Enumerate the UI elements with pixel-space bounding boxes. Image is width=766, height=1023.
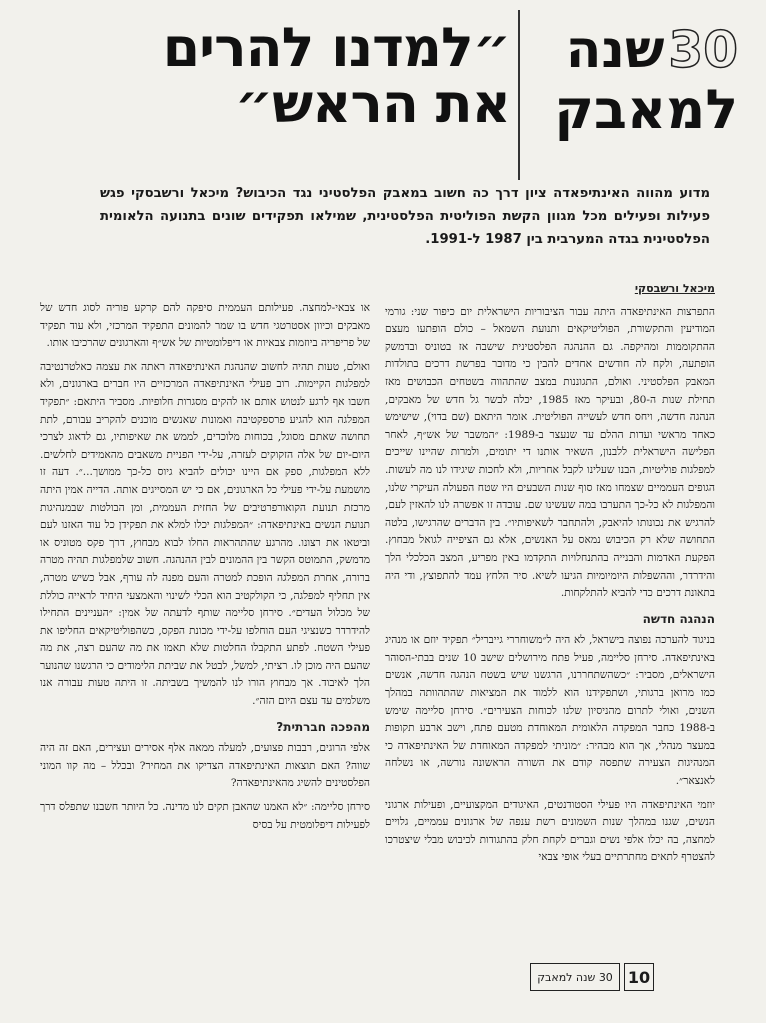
section-heading: הנהגה חדשה — [642, 611, 715, 626]
paragraph: ואולם, טעות תהיה לחשוב שהנהגת האינתיפאדה ראתה את עצמה כאלטרנטיבה למפלגות הקיימות. רוב פעילי האינתיפאדה המרכזיים היו חברים בארגונים, ולא חשבו אף לרגע לנטוש אותם או להקים מסגרות חלופיות. מסביר היתאם: ״תפקיד המפלגה הוא להגיע פרספקטיבה ואמונות שאנשים מוכנים להקריב עבורם, לתת תחושה שאתם מסוגל, בכוחות מלוכדים, לממש את שאיפותיו, גם לדאוג לצרכי היום-יום של אלה הזקוקים לעזרה, על-ידי הפניית משאבים מהאמידים לחלשים. ללא המפלגות, ספק אם היינו יכולים להביא גיוס כל-כך ממושך...״. דעה זו מושמעת על-ידי פעילי כל הארגונים, אם כי יש המסייגים אותה. הדייה אמין היתה מרכזת תנועת הקואורפרטיבים של החזית העממית, ומן הבולטות שבמנהיגות תנועת הנשים באינתיפאדה: ״המפלגות יכלו למלא את תפקידן כל עוד האזנו לעם וביטאו את רצונו. מהרגע שהתהראות החלו לבוא מבחוץ, דרך פקס מטוניס או מדמשק, התמוטס הקשר בין ההמונים לבין ההנהגה. חשוב שלמפלגות תהיה מטרה ברורה, אחרת המפלגה הופכת למטרה והעם מפנה לה עורף, אבל כשיש מטרה, אין תחליף למפלגה, כי הקולקטיב הוא הכלי לשינוי והאמצעי היחיד לראייה כוללת של מכלול העדים״. סירחן סליימה שותף לדעתה של אמין: ״העניינים התחילו להידרדר כשנציגי העם הוחלפו על-ידי מכונת הפקס, כשהפוליטיקאים החליפו את פעילי השטח. לפתע התקבלו החלטות שלא תאמו את מה שהעם רצה, את מה שהעם היה מוכן לו. רציתי, למשל, לבטל את שביתת הלימודים כי הרגשנו שהנוער הלך לאיבוד. אך מבחוץ הורו לנו להמשיך בשביתה. זו היתה טעות עבורה אנו משלמים עד עצם היום הזה״. — [40, 360, 370, 708]
article-title — [40, 16, 510, 160]
footer-series-label: 30 שנה למאבק — [530, 963, 620, 991]
body-column-left — [40, 300, 370, 940]
page-footer — [530, 960, 660, 994]
page-number: 10 — [624, 963, 654, 991]
paragraph: אלפי הרוגים, רבבות פצועים, למעלה ממאה אלף אסירים ועצירים, האם זה היה שווה? האם תוצאות האינתיפאדה הצדיקו את המחיר? ובכלל – מה קוו המוני הפלסטינים להשיג מהאינתיפאדה? — [40, 742, 370, 790]
body-column-right — [385, 280, 715, 960]
logo-top-row — [528, 22, 738, 78]
paragraph: בניגוד להערכה נפוצה בישראל, לא היה ל״משוחררי גייבריל״ תפקיד יוזם או מנהיג באינתיפאדה. סירחן סליימה, פעיל פתח מירושלים שישב 10 שנים בבתי-הסוהר הישראלים, מסביר: ״כשהשתחררנו, הרגשנו שיש בשטח הנהגה חדשה, אנשים כמו מרואן ברגותי, ושתפקידנו הוא ללמוד את המציאות שהתהוותה במהלך השנים, ואולי לתרום מהניסיון שלנו לכוחות הצעירים״. סירחן סליימה שימש ב-1988 כחבר המפקדה הלאומית המאוחדת מטעם פתח, וישב ארבע תקופות במעצר מנהלי, אך הוא מבהיר: ״מוניתי למפקדה המאוחדת של האינתיפאדה כי המנהיגות הצעירה שתפסה קודם את השורה הראשונה גורשה, או נשלחה לאנצאר״. — [385, 634, 715, 788]
paragraph: סירחן סליימה: ״לא האמנו שהאבן תקים לנו מדינה. כל היותר חשבנו שתפלס דרך לפעילות דיפלומטית על בסיס — [40, 801, 370, 831]
author-byline: מיכאל ורשבסקי — [634, 282, 715, 295]
title-line-1: ״למדנו להרים — [162, 16, 510, 79]
logo-word-year: שנה — [565, 20, 665, 80]
title-line-2: את הראש״ — [234, 72, 510, 135]
header-divider — [518, 10, 520, 180]
logo-word-struggle: למאבק — [554, 78, 738, 141]
paragraph: או צבאי-למחצה. פעילותם העממית סיפקה להם קרקע פוריה לסוג חדש של מאבקים וכיוון אסטרטגי חדש בו שמר להמונים התפקיד המרכזי, ולא עוד תפקיד של פריפריה ביוזמות צבאיות או דיפלומטיות של אש״ף והארגונים שהרכיבו אותו. — [40, 302, 370, 350]
article-lead: מדוע מהווה האינתיפאדה ציון דרך כה חשוב במאבק הפלסטיני נגד הכיבוש? מיכאל ורשבסקי פגש פעילות ופעילים מכל מגוון הקשת הפוליטית הפלסטינית, שמילאו תפקידים שונים בתנועה הלאומית הפלסטינית בגדה המערבית בין 1987 ל-1991. — [100, 186, 710, 247]
series-logo — [528, 22, 738, 162]
section-heading: מהפכה חברתית? — [276, 719, 370, 734]
paragraph: התפרצות האינתיפאדה היתה עבור הציבוריות הישראלית יום כיפור שני: גורמי המודיעין והתקשורת, הפוליטיקאים ותנועת השמאל – כולם הופתעו מעצם ההתקוממות ומהיקפה. גם ההנהגה הפלסטינית שישבה אז בטוניס ובדמשק הופתעה, ולקח לה חודשים אחדים להבין כי מדובר בפרשת דרכים בתולדות המאבק הפלסטיני. ואולם, התגוננות במצב שהתהווה בשטחים הכבושים מאז תחילת שנות ה-80, ובעיקר מאז 1985, יכלה לבשר גל חדש של מאבקים, הנהגה חדשה, ויחס חדש לעשייה הפוליטית. אומר היתאם (שם בדוי), שישימש כאחד מראשי ועדות ההלם עד שנעצר ב-1989: ״המשבר של אש״ף, לאחר הפלישה הישראלית ללבנון, השאיר אותנו די יתומים, ולמרות שהיינו שייכים למפלגות פוליטיות, הבנו שעלינו לקבל אחריות, ולא לחכות שיגידו לנו מה לעשות. הגופים העממיים שצמחו מאז סוף שנות השבעים היו שטח הפעולה העיקרי שלנו, והמפלגות לא כל-כך התערבו במה שעשינו שם. עובדה זו אפשרה לנו להאזין לעם, להרגיש את נכונותו להיאבק, ולהתחבר לשאיפותיו״. בין הדברים שהרגישו, בלטה התחושה שלא רק הכיבוש נמאס על האנשים, אלא גם הציפייה לגואל מבחוץ. הפקעת האדמות והבנייה בהתנחלויות התקדמו באין מפריע, המצב הכלכלי הלך והידרדר, וההשפלות היומיומיות הגיעו לשיא. סיר הלחץ עמד להתפוצץ, ודי היה בתאונת דרכים כדי להביא להתלקחות. — [385, 305, 715, 600]
logo-number: 30 — [668, 21, 738, 79]
paragraph: יוזמי האינתיפאדה היו פעילי הסטודנטים, האיגודים המקצועיים, ופעילות ארגוני הנשים, שגנו במהלך שנות השמונים רשת ענפה של ארגונים עממיים, גלויים למחצה, בה יכלו אלפי נשים וגברים לקחת חלק בהתגודות לכיבוש מבלי שיצטרכו להצטרף לתאים מחתרתיים בעלי אופי צבאי — [385, 798, 715, 864]
